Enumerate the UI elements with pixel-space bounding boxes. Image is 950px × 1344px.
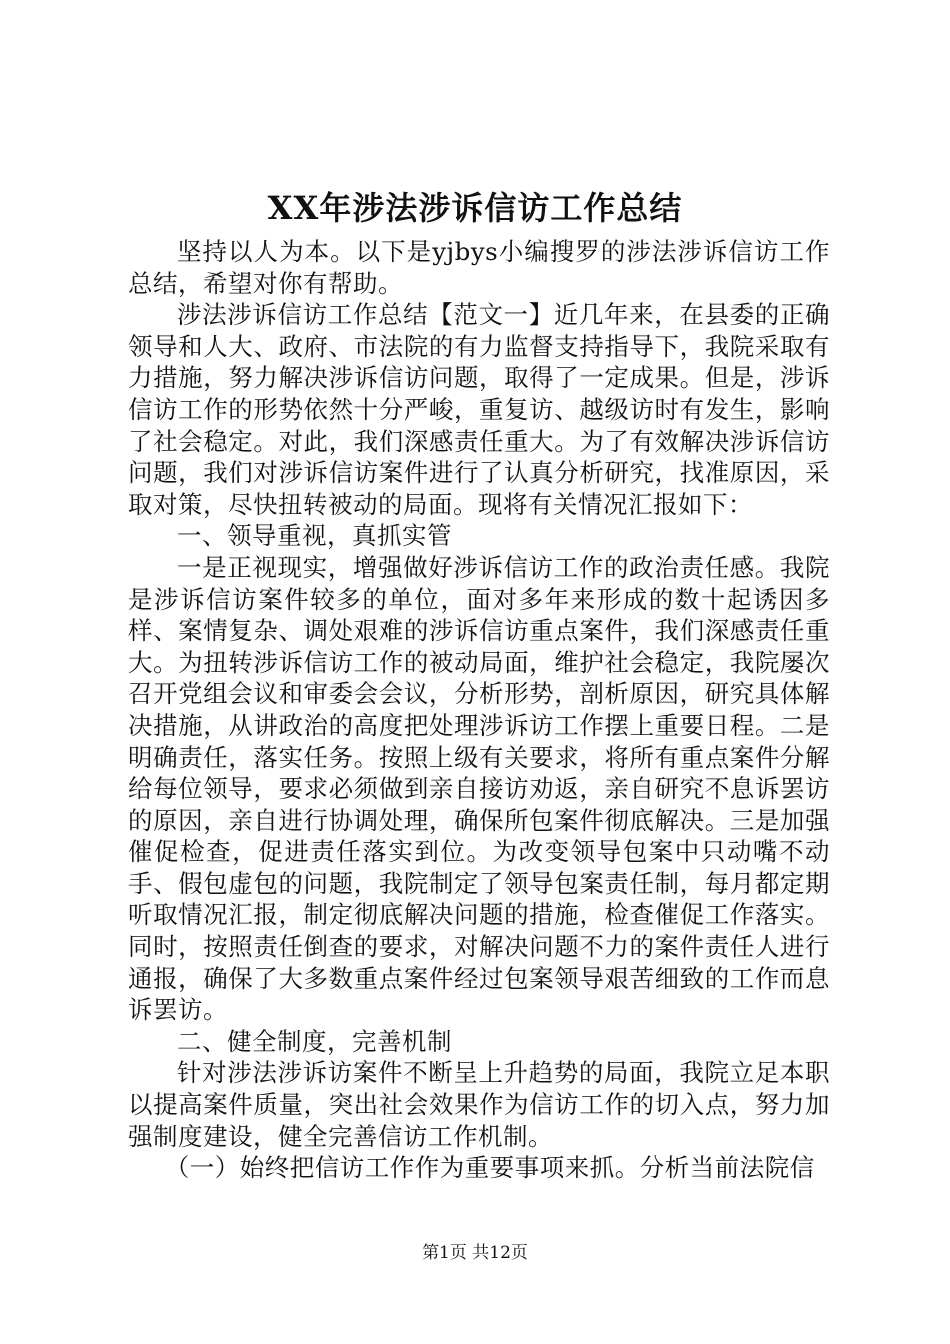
document-title: XX年涉法涉诉信访工作总结 <box>267 189 683 227</box>
section-heading-2: 二、健全制度，完善机制 <box>177 1026 452 1056</box>
section-heading-1: 一、领导重视，真抓实管 <box>177 521 452 551</box>
paragraph-intro: 坚持以人为本。以下是yjbys小编搜罗的涉法涉诉信访工作总结，希望对你有帮助。 <box>128 237 830 298</box>
paragraph-sample-one: 涉法涉诉信访工作总结【范文一】近几年来，在县委的正确领导和人大、政府、市法院的有力监督支持指导下，我院采取有力措施，努力解决涉诉信访问题，取得了一定成果。但是，涉诉信访工作的形势依然十分严峻，重复访、越级访时有发生，影响了社会稳定。对此，我们深感责任重大。为了有效解决涉诉信访问题，我们对涉诉信访案件进行了认真分析研究，找准原因，采取对策，尽快扭转被动的局面。现将有关情况汇报如下： <box>128 300 830 519</box>
paragraph-system: 针对涉法涉诉访案件不断呈上升趋势的局面，我院立足本职以提高案件质量，突出社会效果作为信访工作的切入点，努力加强制度建设，健全完善信访工作机制。 <box>128 1058 830 1151</box>
document-body <box>128 236 830 1184</box>
page-footer: 第1页 共12页 <box>422 1243 528 1263</box>
paragraph-leadership: 一是正视现实，增强做好涉诉信访工作的政治责任感。我院是涉诉信访案件较多的单位，面对多年来形成的数十起诱因多样、案情复杂、调处艰难的涉诉信访重点案件，我们深感责任重大。为扭转涉诉信访工作的被动局面，维护社会稳定，我院屡次召开党组会议和审委会会议，分析形势，剖析原因，研究具体解决措施，从讲政治的高度把处理涉诉访工作摆上重要日程。二是明确责任，落实任务。按照上级有关要求，将所有重点案件分解给每位领导，要求必须做到亲自接访劝返，亲自研究不息诉罢访的原因，亲自进行协调处理，确保所包案件彻底解决。三是加强催促检查，促进责任落实到位。为改变领导包案中只动嘴不动手、假包虚包的问题，我院制定了领导包案责任制，每月都定期听取情况汇报，制定彻底解决问题的措施，检查催促工作落实。同时，按照责任倒查的要求，对解决问题不力的案件责任人进行通报，确保了大多数重点案件经过包案领导艰苦细致的工作而息诉罢访。 <box>128 552 830 1025</box>
subsection-heading-1: （一）始终把信访工作作为重要事项来抓。分析当前法院信 <box>164 1153 815 1183</box>
